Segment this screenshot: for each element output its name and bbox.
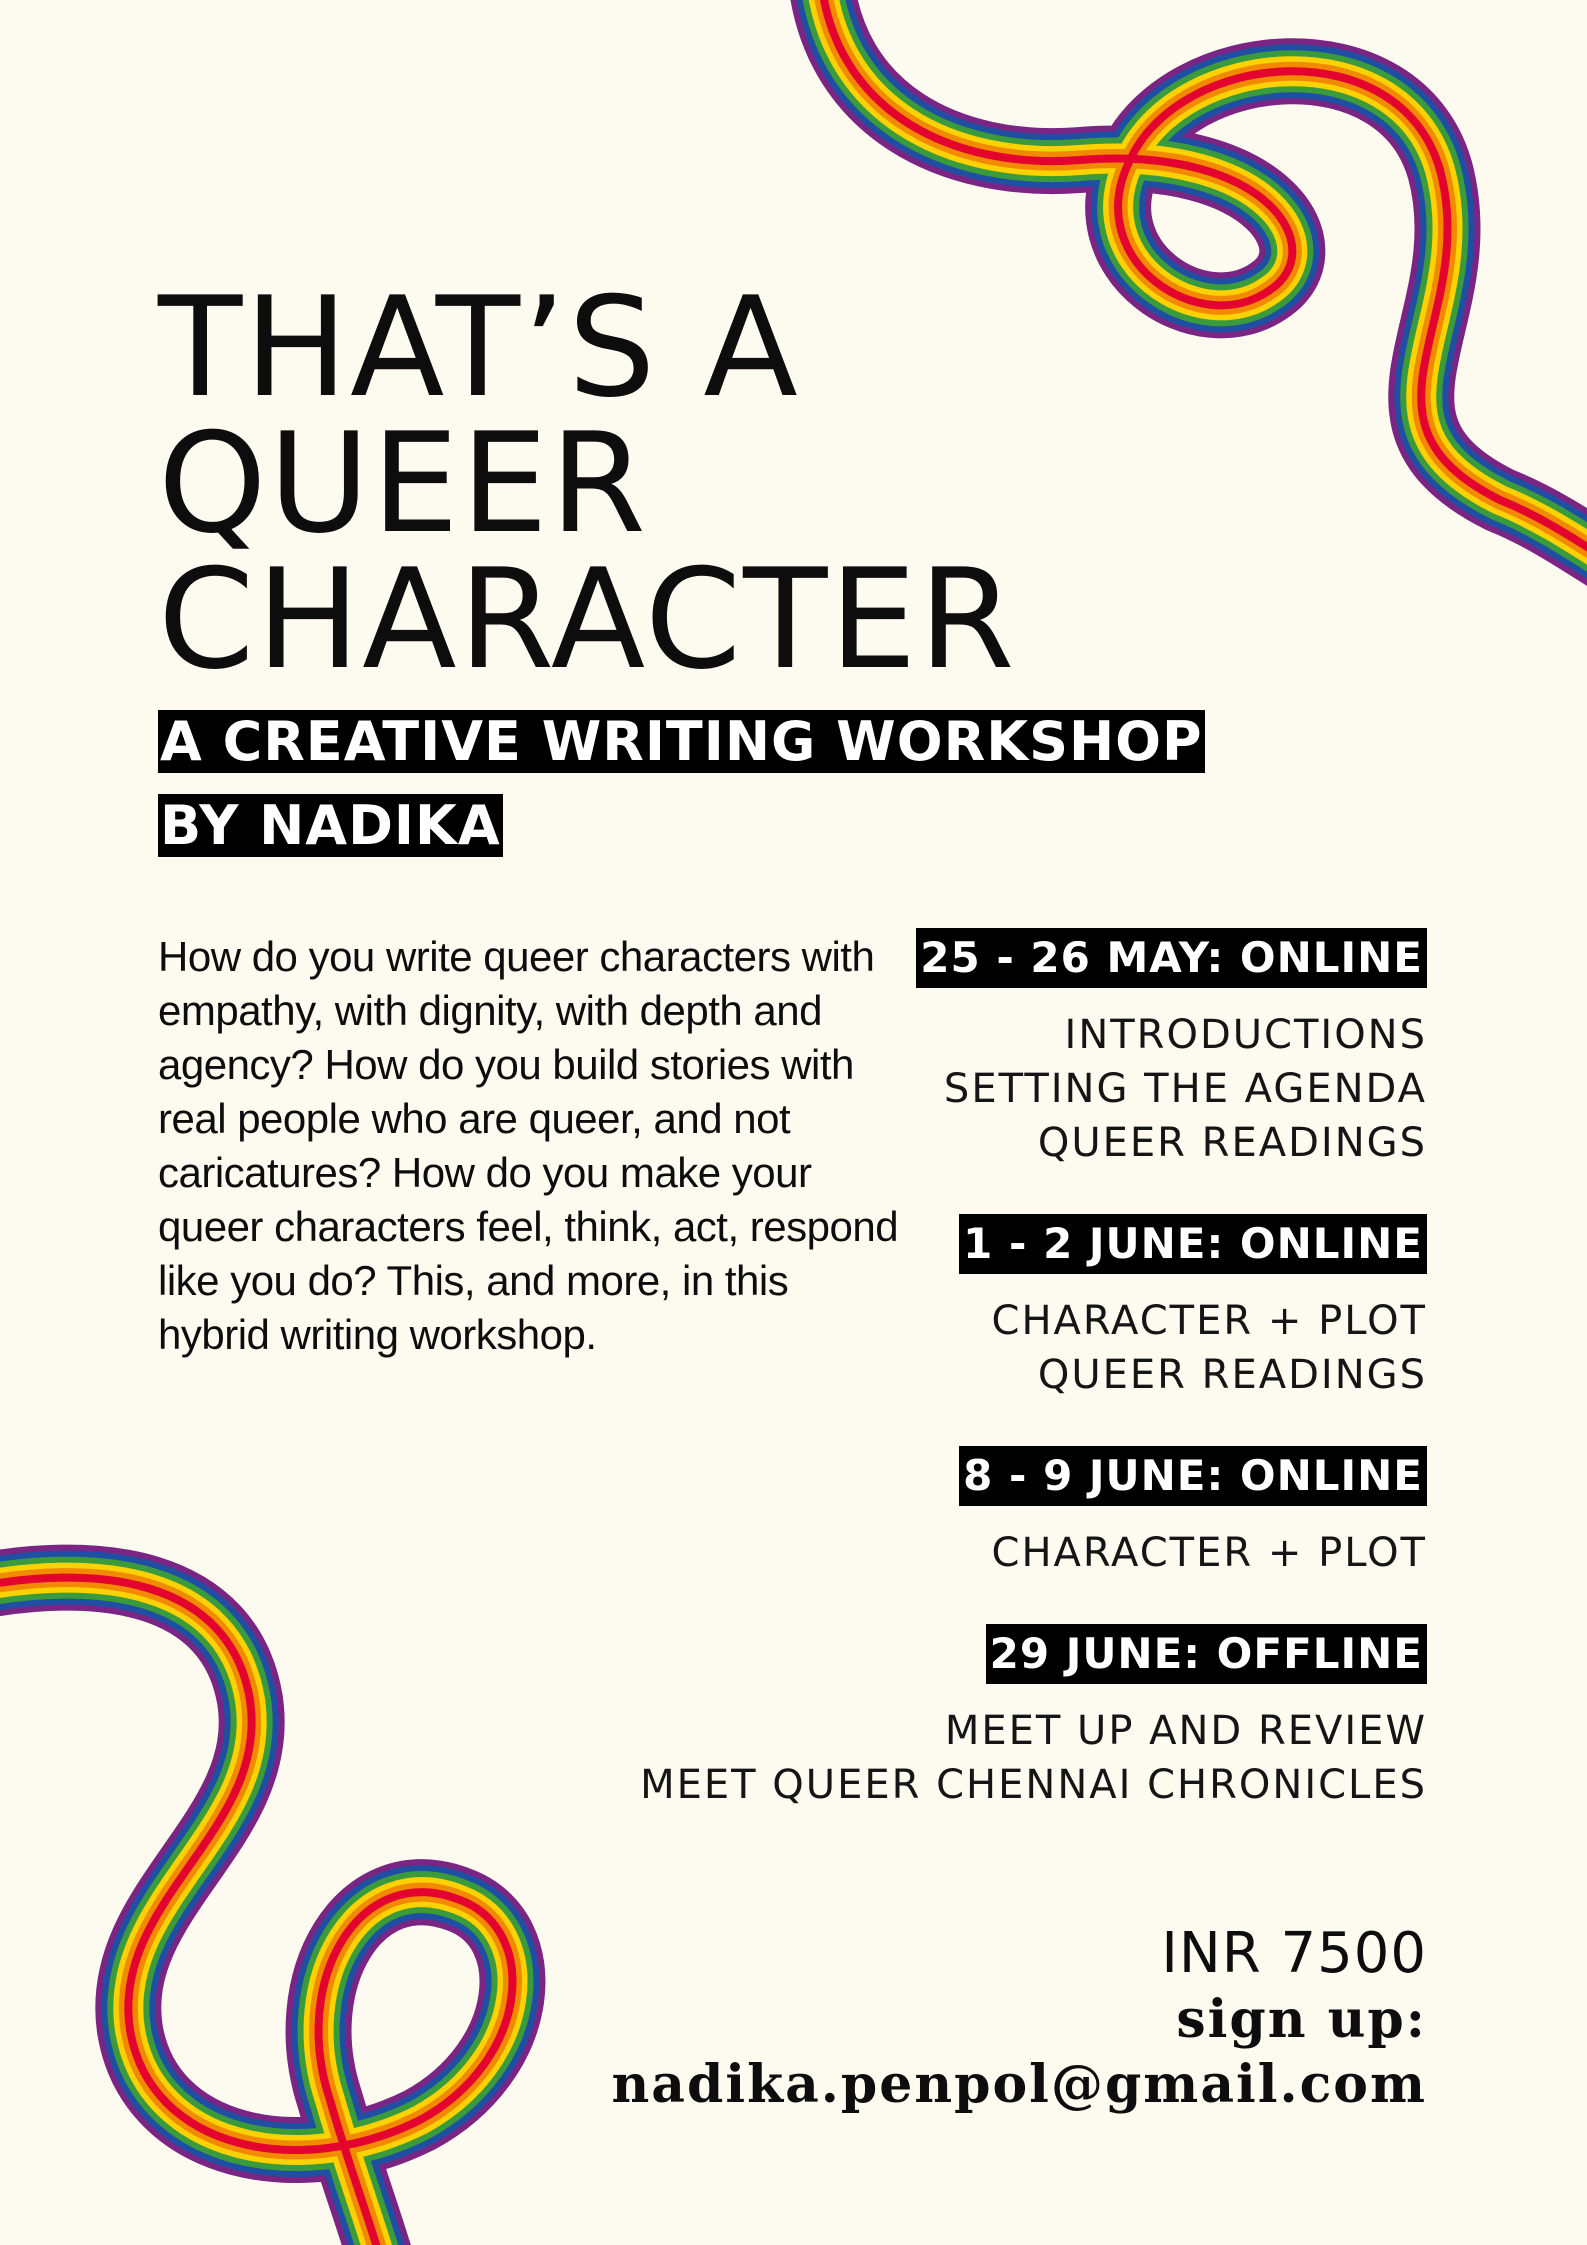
session-topic: QUEER READINGS — [1037, 1352, 1427, 1398]
title-line-1: THAT’S A — [158, 267, 800, 428]
session-topic: QUEER READINGS — [1037, 1120, 1427, 1166]
session-topic: CHARACTER + PLOT — [991, 1298, 1427, 1344]
session-topic: SETTING THE AGENDA — [943, 1066, 1427, 1112]
title-line-2: QUEER — [158, 403, 648, 564]
session-1 — [607, 928, 1427, 1170]
intro-paragraph: How do you write queer characters with empathy, with dignity, with depth and agency? How do you build stories with real people who are queer, and not caricatures? How do you make your queer characters feel, think, act, respond like you do? This, and more, in this hybrid writing workshop. — [158, 933, 899, 1358]
signup-label: sign up: — [1176, 1989, 1427, 2050]
price: INR 7500 — [1161, 1921, 1427, 1986]
session-date: 8 - 9 JUNE: ONLINE — [959, 1446, 1427, 1506]
poster-title — [158, 267, 1158, 700]
session-3 — [607, 1446, 1427, 1580]
session-topic: MEET QUEER CHENNAI CHRONICLES — [640, 1762, 1427, 1808]
session-4 — [607, 1624, 1427, 1812]
session-topics — [607, 1704, 1427, 1812]
session-topic: INTRODUCTIONS — [1064, 1012, 1427, 1058]
session-schedule — [607, 928, 1427, 1856]
poster-subtitle — [158, 700, 1208, 868]
session-2 — [607, 1214, 1427, 1402]
title-line-3: CHARACTER — [158, 539, 1017, 700]
session-topic: MEET UP AND REVIEW — [944, 1708, 1427, 1754]
price-and-signup — [527, 1920, 1427, 2118]
session-topics — [607, 1526, 1427, 1580]
signup-email[interactable]: nadika.penpol@gmail.com — [611, 2054, 1427, 2115]
subtitle-text: A CREATIVE WRITING WORKSHOP BY NADIKA — [160, 710, 1203, 857]
session-date: 1 - 2 JUNE: ONLINE — [959, 1214, 1427, 1274]
session-date: 25 - 26 MAY: ONLINE — [916, 928, 1427, 988]
session-topics — [607, 1294, 1427, 1402]
session-topic: CHARACTER + PLOT — [991, 1530, 1427, 1576]
session-date: 29 JUNE: OFFLINE — [986, 1624, 1427, 1684]
session-topics — [607, 1008, 1427, 1170]
